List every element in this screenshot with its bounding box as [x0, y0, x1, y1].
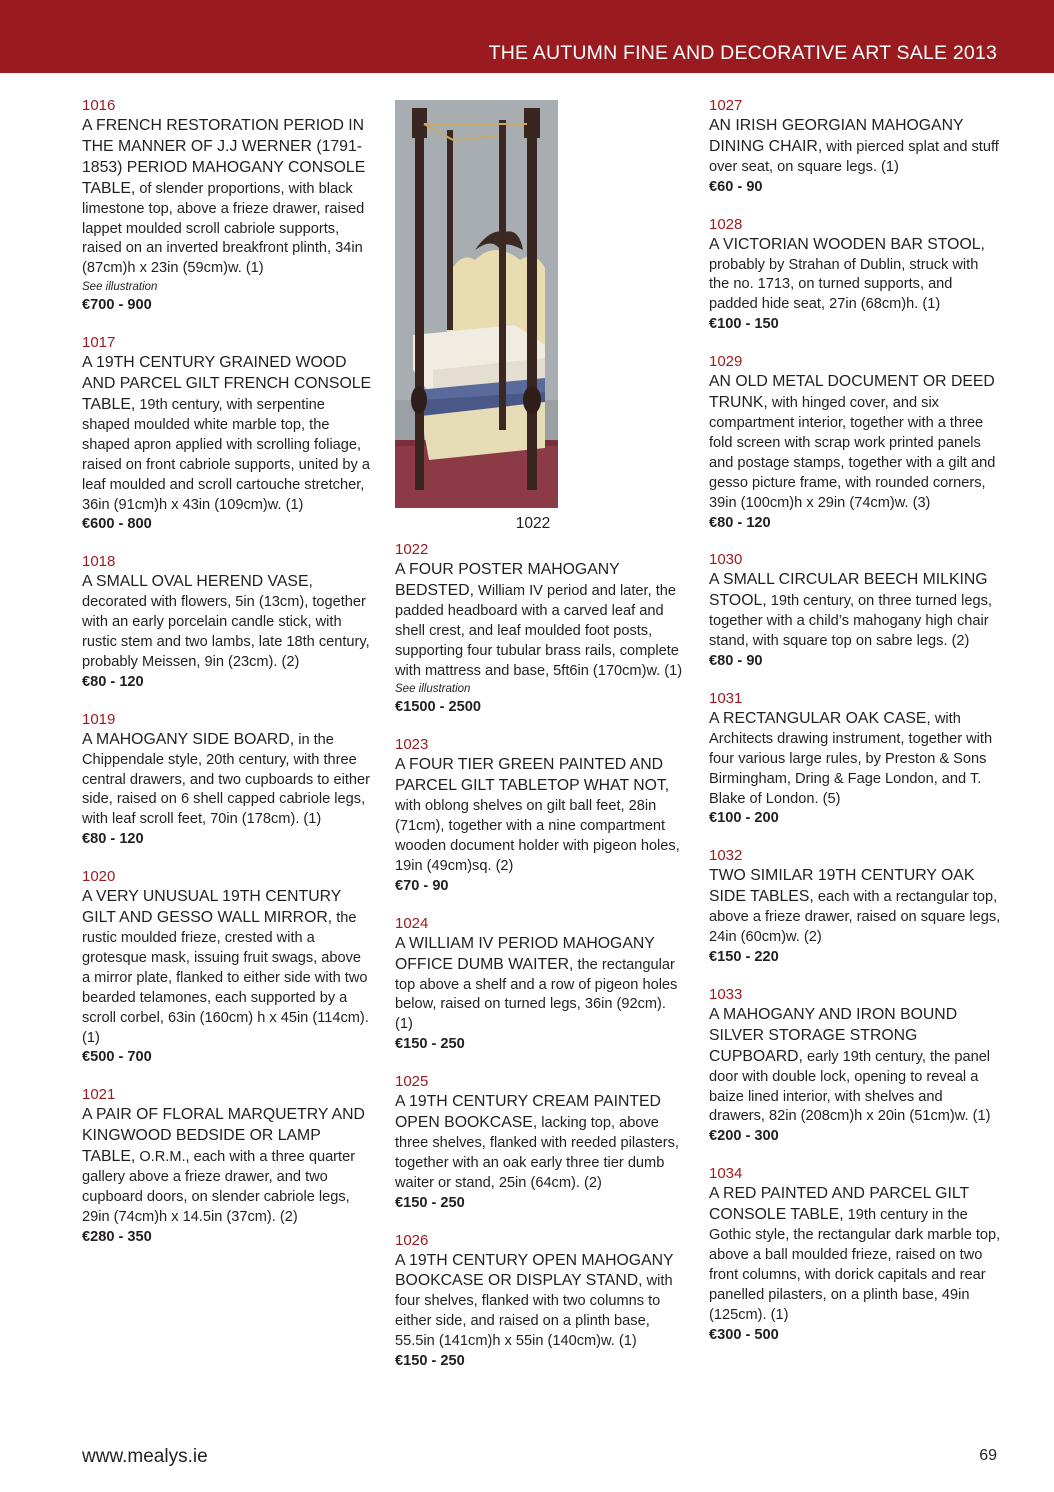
lot-estimate: €100 - 200: [709, 810, 779, 827]
lot-description: the rectangular top above a shelf and a row of pigeon holes below, raised on turned legs, 36in (92cm). (1): [395, 956, 678, 1033]
lot-title: A FOUR POSTER MAHOGANY BEDSTED,: [395, 561, 620, 599]
photo-caption: 1022: [515, 515, 551, 532]
lot-number: 1029: [709, 353, 743, 371]
lot-description: decorated with flowers, 5in (13cm), together with an early porcelain candle stick, with rustic stem and two lambs, late 18th century, probably Meissen, 9in (23cm). (2): [82, 594, 370, 670]
catalogue-title: THE AUTUMN FINE AND DECORATIVE ART SALE 2013: [488, 42, 997, 64]
lot-estimate: €700 - 900: [82, 297, 152, 314]
lot-number: 1031: [709, 689, 743, 707]
lot-title: A SMALL CIRCULAR BEECH MILKING STOOL,: [709, 571, 988, 610]
lot-description: in the Chippendale style, 20th century, with three central drawers, and two cupboards to either side, raised on 6 shell capped cabriole legs, with leaf scroll feet, 70in (178cm). (1): [82, 731, 370, 828]
lot-description: 19th century in the Gothic style, the rectangular dark marble top, above a ball moulded frieze, raised on two front columns, with dorick capitals and rear panelled pilasters, on a plinth base, 49in (125cm). (1): [709, 1207, 1001, 1323]
lot-number: 1024: [395, 914, 429, 932]
lot-estimate: €150 - 220: [709, 949, 779, 965]
lot-number: 1034: [709, 1165, 743, 1183]
header-band: [0, 0, 1054, 73]
lot-description: 19th century, with serpentine shaped moulded white marble top, the shaped apron applied with scrolling foliage, raised on front cabriole supports, united by a leaf moulded and scroll cartouche stretcher, 36in (91cm)h x 43in (109cm)w. (1): [82, 396, 370, 513]
lot-estimate: €150 - 250: [395, 1353, 465, 1370]
lot-entry: [395, 1072, 687, 1213]
lot-entry: [82, 1085, 372, 1247]
lot-entry: [709, 215, 1001, 336]
lot-description: lacking top, above three shelves, flanked with reeded pilasters, together with an oak early three tier dumb waiter or stand, 25in (64cm). (2): [395, 1115, 679, 1191]
column-right: [709, 96, 1001, 1363]
lot-title: AN IRISH GEORGIAN MAHOGANY DINING CHAIR,: [709, 117, 964, 155]
lot-number: 1020: [82, 868, 116, 886]
lot-estimate: €80 - 120: [82, 673, 144, 690]
lot-number: 1018: [82, 553, 116, 571]
lot-note: See illustration: [82, 281, 158, 294]
lot-entry: [82, 867, 372, 1068]
lot-title: A VERY UNUSUAL 19TH CENTURY GILT AND GESSO WALL MIRROR,: [82, 888, 341, 927]
lot-entry: [395, 735, 687, 896]
lot-description: William IV period and later, the padded headboard with a carved leaf and shell crest, and leaf moulded foot posts, supporting four tubular brass rails, complete with mattress and base, 5ft6in (170cm)w. (1): [395, 582, 683, 679]
lot-number: 1025: [395, 1073, 429, 1091]
lot-title: A RED PAINTED AND PARCEL GILT CONSOLE TABLE,: [709, 1185, 969, 1224]
lot-description: early 19th century, the panel door with double lock, opening to reveal a baize lined interior, with shelves and drawers, 82in (208cm)h x 20in (51cm)w. (1): [709, 1048, 991, 1125]
lot-estimate: €600 - 800: [82, 516, 152, 533]
lot-estimate: €80 - 120: [709, 514, 771, 531]
lot-entry: [82, 552, 372, 692]
lot-entry: [709, 96, 1001, 198]
lot-number: 1033: [709, 985, 743, 1003]
lot-number: 1019: [82, 710, 116, 728]
lot-estimate: €60 - 90: [709, 178, 763, 195]
lot-number: 1026: [395, 1231, 429, 1249]
lot-title: A PAIR OF FLORAL MARQUETRY AND KINGWOOD BEDSIDE OR LAMP TABLE,: [82, 1106, 365, 1166]
lot-title: A FOUR TIER GREEN PAINTED AND PARCEL GILT TABLETOP WHAT NOT,: [395, 756, 670, 795]
lot-description: O.R.M., each with a three quarter gallery above a frieze drawer, and two cupboard doors, on slender cabriole legs, 29in (74cm)h x 14.5in (37cm). (2): [82, 1149, 356, 1225]
lot-estimate: €200 - 300: [709, 1128, 779, 1145]
lot-entry: [395, 914, 687, 1055]
lot-title: A VICTORIAN WOODEN BAR STOOL,: [709, 235, 985, 253]
lot-description: probably by Strahan of Dublin, struck with the no. 1713, on turned supports, and padded hide seat, 27in (68cm)h. (1): [709, 256, 979, 313]
lot-number: 1032: [709, 847, 743, 865]
lot-estimate: €80 - 120: [82, 831, 144, 848]
lot-description: 19th century, on three turned legs, together with a child’s mahogany high chair stand, with square top on sabre legs. (2): [709, 593, 992, 650]
lot-estimate: €80 - 90: [709, 653, 763, 670]
lot-description: of slender proportions, with black limestone top, above a frieze drawer, raised lappet moulded scroll cabriole supports, raised on an inverted breakfront plinth, 34in (87cm)h x 23in (59cm)w. (1): [82, 180, 365, 277]
lot-estimate: €500 - 700: [82, 1049, 152, 1066]
lot-title: A 19TH CENTURY CREAM PAINTED OPEN BOOKCASE,: [395, 1093, 661, 1132]
lot-title: A WILLIAM IV PERIOD MAHOGANY OFFICE DUMB WAITER,: [395, 934, 655, 973]
lot-entry: [709, 1164, 1001, 1345]
lot-note: See illustration: [395, 683, 471, 696]
lot-description: each with a rectangular top, above a frieze drawer, raised on square legs, 24in (60cm)w. (2): [709, 889, 1001, 946]
lot-title: A 19TH CENTURY OPEN MAHOGANY BOOKCASE OR DISPLAY STAND,: [395, 1251, 674, 1290]
lot-description: with oblong shelves on gilt ball feet, 28in (71cm), together with a nine compartment wooden document holder with pigeon holes, 19in (49cm)sq. (2): [395, 798, 680, 874]
lot-number: 1021: [82, 1086, 116, 1104]
lot-title: A 19TH CENTURY GRAINED WOOD AND PARCEL GILT FRENCH CONSOLE TABLE,: [82, 354, 372, 413]
lot-entry: [709, 985, 1001, 1147]
lot-number: 1030: [709, 551, 743, 569]
lot-number: 1023: [395, 736, 429, 754]
bed-photo: [395, 100, 558, 508]
lot-number: 1022: [395, 541, 429, 558]
lot-entry: [709, 352, 1001, 533]
lot-estimate: €100 - 150: [709, 316, 779, 333]
lot-entry: [709, 689, 1001, 829]
lot-title: A FRENCH RESTORATION PERIOD IN THE MANNER OF J.J WERNER (1791-1853) PERIOD MAHOGANY CONSOLE TABLE,: [82, 117, 366, 197]
lot-entry: [709, 550, 1001, 672]
lot-description: with Architects drawing instrument, together with four various large rules, by Preston & Sons Birmingham, Dring & Fage London, and T. Blake of London. (5): [709, 710, 993, 807]
lot-description: with hinged cover, and six compartment interior, together with a three fold screen with scrap work printed panels and postage stamps, together with a gilt and gesso picture frame, with rounded corners, 39in (100cm)h x 29in (74cm)w. (3): [709, 395, 996, 511]
lot-title: TWO SIMILAR 19TH CENTURY OAK SIDE TABLES,: [709, 867, 975, 906]
column-left: [82, 96, 372, 1265]
lot-estimate: €150 - 250: [395, 1036, 465, 1053]
lot-title: A RECTANGULAR OAK CASE,: [709, 709, 931, 727]
lot-entry: [395, 1231, 687, 1372]
lot-entry: [395, 540, 687, 718]
lot-number: 1027: [709, 97, 743, 114]
lot-number: 1017: [82, 334, 116, 352]
lot-estimate: €280 - 350: [82, 1228, 152, 1245]
lot-entry: [82, 333, 372, 535]
lot-estimate: €300 - 500: [709, 1326, 779, 1343]
lot-description: with pierced splat and stuff over seat, on square legs. (1): [709, 138, 999, 175]
lot-title: A SMALL OVAL HEREND VASE,: [82, 573, 313, 591]
lot-description: with four shelves, flanked with two columns to either side, and raised on a plinth base, 55.5in (141cm)h x 55in (140cm)w. (1): [395, 1273, 673, 1350]
lot-title: AN OLD METAL DOCUMENT OR DEED TRUNK,: [709, 373, 995, 412]
lot-title: A MAHOGANY SIDE BOARD,: [82, 730, 295, 748]
lot-number: 1028: [709, 215, 743, 233]
lot-entry: [709, 846, 1001, 968]
lot-number: 1016: [82, 97, 116, 114]
lot-entry: [82, 710, 372, 850]
lot-entry: [82, 96, 372, 316]
page-number: 69: [979, 1447, 997, 1464]
website-url[interactable]: www.mealys.ie: [82, 1446, 208, 1467]
lot-estimate: €70 - 90: [395, 877, 449, 894]
lot-description: the rustic moulded frieze, crested with a grotesque mask, issuing fruit swags, above a mirror plate, flanked to either side with two bearded telamones, each supported by a scroll corbel, 63in (160cm) h x 45in (114cm). (1): [82, 910, 369, 1046]
lot-title: A MAHOGANY AND IRON BOUND SILVER STORAGE STRONG CUPBOARD,: [709, 1005, 958, 1065]
lot-estimate: €150 - 250: [395, 1194, 465, 1211]
lot-estimate: €1500 - 2500: [395, 699, 482, 716]
column-middle: [395, 96, 687, 1389]
